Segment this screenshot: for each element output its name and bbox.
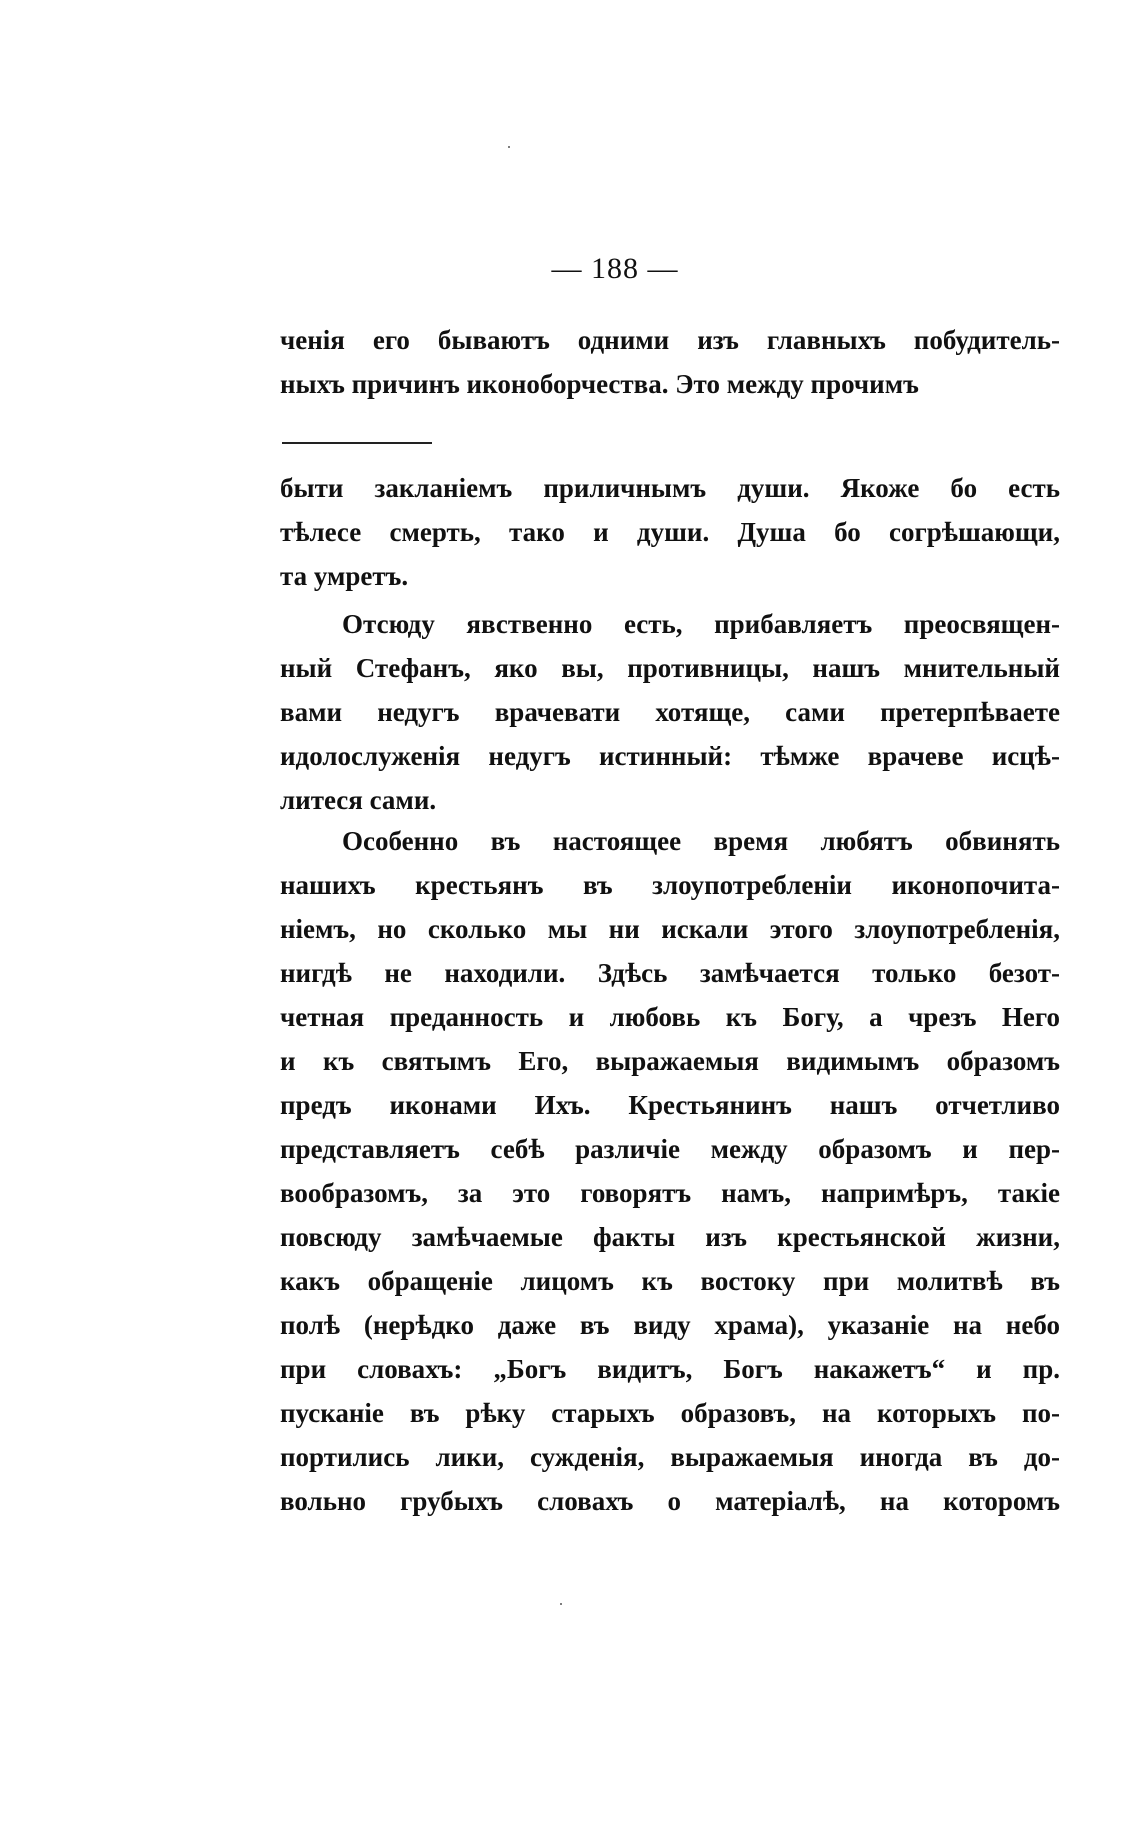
scan-speck <box>508 146 510 148</box>
text-line: ченія его бываютъ одними изъ главныхъ побудитель- <box>280 325 1060 355</box>
text-line: литеся сами. <box>280 785 437 815</box>
text-line: вообразомъ, за это говорятъ намъ, напримѣръ, такіе <box>280 1178 1060 1208</box>
scan-speck <box>560 1603 562 1605</box>
text-line: портились лики, сужденія, выражаемыя иногда въ до- <box>280 1442 1060 1472</box>
text-line: четная преданность и любовь къ Богу, а чрезъ Него <box>280 1002 1060 1032</box>
text-line: ніемъ, но сколько мы ни искали этого злоупотребленія, <box>280 914 1060 944</box>
text-line: повсюду замѣчаемые факты изъ крестьянской жизни, <box>280 1222 1060 1252</box>
footnote <box>280 466 1060 598</box>
text-line: нигдѣ не находили. Здѣсь замѣчается только безот- <box>280 958 1060 988</box>
paragraph-1 <box>280 602 1060 822</box>
text-line: какъ обращеніе лицомъ къ востоку при молитвѣ въ <box>280 1266 1060 1296</box>
text-line: Особенно въ настоящее время любятъ обвинять <box>342 826 1060 856</box>
footnote-divider <box>282 442 432 444</box>
text-line: Отсюду явственно есть, прибавляетъ преосвящен- <box>342 609 1060 639</box>
text-line: ный Стефанъ, яко вы, противницы, нашъ мнительный <box>280 653 1060 683</box>
text-line: идолослуженія недугъ истинный: тѣмже врачеве исцѣ- <box>280 741 1060 771</box>
text-line: ныхъ причинъ иконоборчества. Это между прочимъ <box>280 369 919 399</box>
text-line: при словахъ: „Богъ видитъ, Богъ накажетъ“ и пр. <box>280 1354 1060 1384</box>
main-text-top <box>280 318 1060 406</box>
text-line: и къ святымъ Его, выражаемыя видимымъ образомъ <box>280 1046 1060 1076</box>
text-line: предъ иконами Ихъ. Крестьянинъ нашъ отчетливо <box>280 1090 1060 1120</box>
text-line: вами недугъ врачевати хотяще, сами претерпѣваете <box>280 697 1060 727</box>
text-line: полѣ (нерѣдко даже въ виду храма), указаніе на небо <box>280 1310 1060 1340</box>
page-number: — 188 — <box>551 252 679 285</box>
footnote-line: быти закланіемъ приличнымъ души. Якоже бо есть <box>280 473 1060 503</box>
footnote-line: тѣлесе смерть, тако и души. Душа бо согрѣшающи, <box>280 517 1060 547</box>
text-line: вольно грубыхъ словахъ о матеріалѣ, на которомъ <box>280 1486 1060 1516</box>
footnote-line: та умретъ. <box>280 561 409 591</box>
paragraph-2 <box>280 819 1060 1523</box>
text-line: представляетъ себѣ различіе между образомъ и пер- <box>280 1134 1060 1164</box>
text-line: пусканіе въ рѣку старыхъ образовъ, на которыхъ по- <box>280 1398 1060 1428</box>
text-line: нашихъ крестьянъ въ злоупотребленіи иконопочита- <box>280 870 1060 900</box>
